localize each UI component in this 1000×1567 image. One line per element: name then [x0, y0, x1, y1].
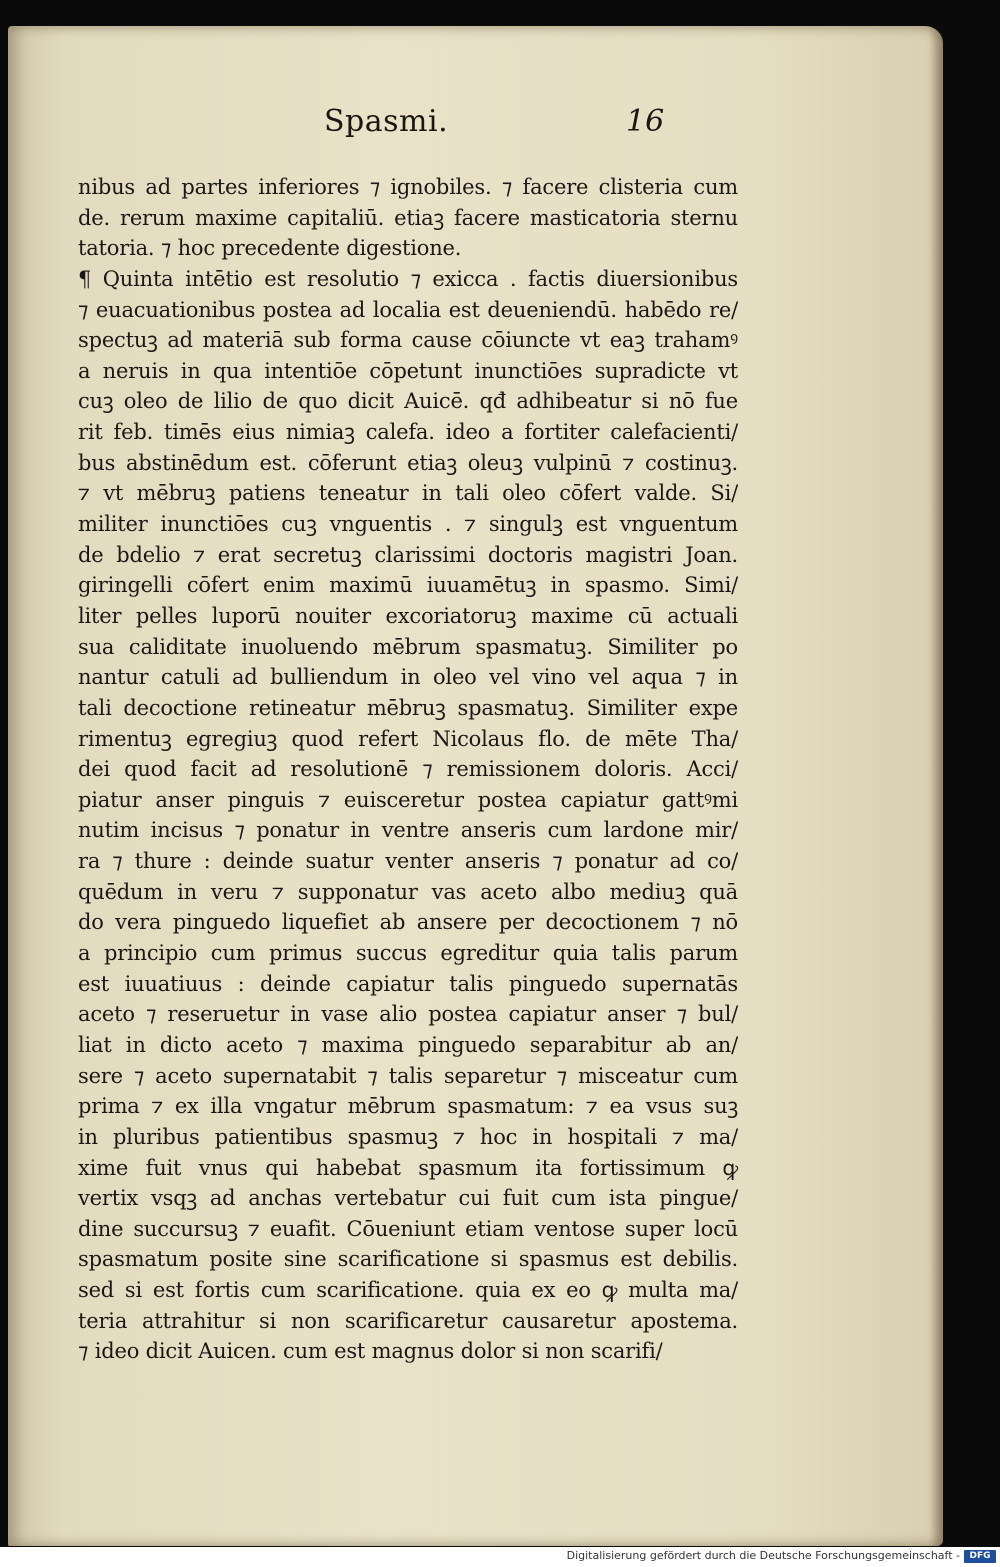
text-line: teria attrahitur si non scarificaretur causaretur apostema.	[78, 1308, 738, 1333]
text-line: ra ⁊ thure : deinde suatur venter anseris ⁊ ponatur ad co/	[78, 849, 738, 874]
text-line: ⁊ euacuationibus postea ad localia est deueniendū. habēdo re/	[78, 297, 738, 322]
text-line: xime fuit vnus qui habebat spasmum ita fortissimum ꝙ	[78, 1155, 738, 1180]
text-line: de bdelio ⁊ erat secretuꝫ clarissimi doctoris magistri Joan.	[78, 542, 738, 567]
text-line: aceto ⁊ reseruetur in vase alio postea capiatur anser ⁊ bul/	[78, 1002, 738, 1027]
text-line: dine succursuꝫ ⁊ euafit. Cōueniunt etiam ventose super locū	[78, 1216, 738, 1241]
text-line: in pluribus patientibus spasmuꝫ ⁊ hoc in hospitali ⁊ ma/	[78, 1124, 738, 1149]
text-line: est iuuatiuus : deinde capiatur talis pinguedo supernatās	[78, 971, 738, 996]
text-line: ⁊ vt mēbruꝫ patiens teneatur in tali oleo cōfert valde. Si/	[78, 481, 738, 506]
text-line: nutim incisus ⁊ ponatur in ventre anseris cum lardone mir/	[78, 818, 738, 843]
text-line: spectuꝫ ad materiā sub forma cause cōiuncte vt eaꝫ trahamꝰ	[78, 328, 738, 353]
text-line: giringelli cōfert enim maximū iuuamētuꝫ in spasmo. Simi/	[78, 573, 738, 598]
text-line: rimentuꝫ egregiuꝫ quod refert Nicolaus flo. de mēte Tha/	[78, 726, 738, 751]
running-head: Spasmi.	[324, 104, 449, 139]
body-text	[78, 172, 738, 1367]
text-line: bus abstinēdum est. cōferunt etiaꝫ oleuꝫ vulpinū ⁊ costinuꝫ.	[78, 450, 738, 475]
text-line: tali decoctione retineatur mēbruꝫ spasmatuꝫ. Similiter expe	[78, 695, 738, 720]
text-line: a neruis in qua intentiōe cōpetunt inunctiōes supradicte vt	[78, 358, 738, 383]
text-line: sed si est fortis cum scarificatione. quia ex eo ꝙ multa ma/	[78, 1278, 738, 1303]
text-line: dei quod facit ad resolutionē ⁊ remissionem doloris. Acci/	[78, 757, 738, 782]
text-line: piatur anser pinguis ⁊ euisceretur postea capiatur gattꝰmi	[78, 787, 738, 812]
text-line: do vera pinguedo liquefiet ab ansere per decoctionem ⁊ nō	[78, 910, 738, 935]
funding-credit: Digitalisierung gefördert durch die Deutsche Forschungsgemeinschaft -	[566, 1549, 960, 1562]
text-line: a principio cum primus succus egreditur quia talis parum	[78, 941, 738, 966]
text-line: tatoria. ⁊ hoc precedente digestione.	[78, 236, 462, 261]
dfg-logo: DFG	[964, 1550, 996, 1563]
text-line: ⁊ ideo dicit Auicen. cum est magnus dolor si non scarifi/	[78, 1339, 663, 1364]
text-line: nantur catuli ad bulliendum in oleo vel vino vel aqua ⁊ in	[78, 665, 738, 690]
digitization-footer	[0, 1547, 1000, 1567]
text-line: prima ⁊ ex illa vngatur mēbrum spasmatum: ⁊ ea vsus suꝫ	[78, 1094, 738, 1119]
text-line: sere ⁊ aceto supernatabit ⁊ talis separetur ⁊ misceatur cum	[78, 1063, 738, 1088]
text-line: liter pelles luporū nouiter excoriatoruꝫ maxime cū actuali	[78, 603, 738, 628]
text-line: vertix vsqꝫ ad anchas vertebatur cui fuit cum ista pingue/	[78, 1186, 738, 1211]
text-line: militer inunctiōes cuꝫ vnguentis . ⁊ singulꝫ est vnguentum	[78, 512, 738, 537]
text-line: de. rerum maxime capitaliū. etiaꝫ facere masticatoria sternu	[78, 205, 738, 230]
folio-number: 16	[626, 104, 665, 139]
text-line: cuꝫ oleo de lilio de quo dicit Auicē. qđ adhibeatur si nō fue	[78, 389, 738, 414]
text-line: spasmatum posite sine scarificatione si spasmus est debilis.	[78, 1247, 738, 1272]
text-line: liat in dicto aceto ⁊ maxima pinguedo separabitur ab an/	[78, 1032, 738, 1057]
text-line: rit feb. timēs eius nimiaꝫ calefa. ideo a fortiter calefacienti/	[78, 420, 738, 445]
text-line: ¶ Quinta intētio est resolutio ⁊ exicca . factis diuersionibus	[78, 266, 738, 291]
text-line: sua caliditate inuoluendo mēbrum spasmatuꝫ. Similiter po	[78, 634, 738, 659]
text-line: quēdum in veru ⁊ supponatur vas aceto albo mediuꝫ quā	[78, 879, 738, 904]
book-page	[8, 26, 943, 1546]
text-line: nibus ad partes inferiores ⁊ ignobiles. ⁊ facere clisteria cum	[78, 175, 738, 199]
page-header	[8, 104, 943, 144]
